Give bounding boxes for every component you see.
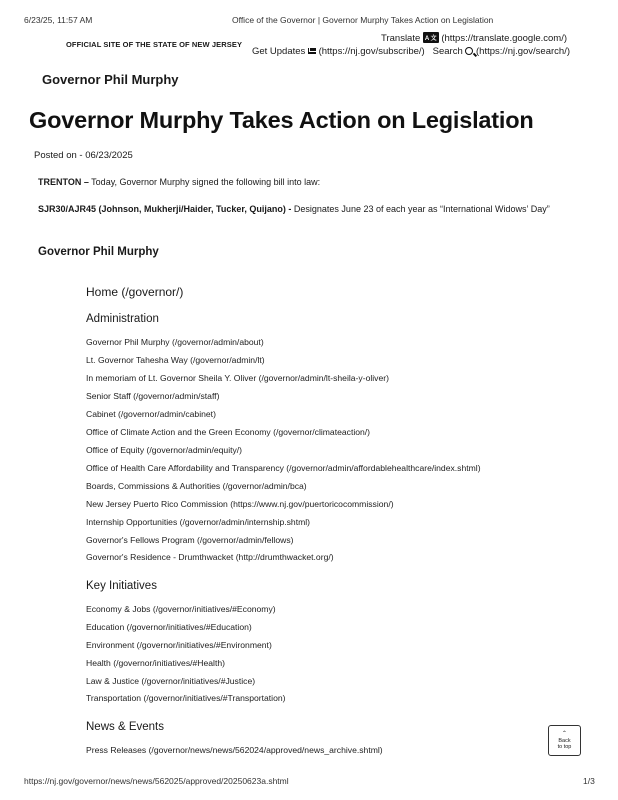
footer-home-link[interactable]: Home (/governor/) xyxy=(86,285,184,299)
back-to-top-label-2: to top xyxy=(557,744,572,750)
translate-url: (https://translate.google.com/) xyxy=(441,33,567,44)
posted-date: Posted on - 06/23/2025 xyxy=(34,150,133,161)
admin-link[interactable]: Governor's Fellows Program (/governor/admin/fellows) xyxy=(86,535,294,545)
back-to-top-button[interactable] xyxy=(548,725,581,756)
search-url: (https://nj.gov/search/) xyxy=(476,46,570,57)
initiative-link[interactable]: Health (/governor/initiatives/#Health) xyxy=(86,658,225,668)
utility-links xyxy=(252,46,570,57)
news-link[interactable]: Press Releases (/governor/news/news/562024/approved/news_archive.shtml) xyxy=(86,745,383,755)
admin-link[interactable]: Boards, Commissions & Authorities (/governor/admin/bca) xyxy=(86,481,307,491)
admin-link[interactable]: Office of Equity (/governor/admin/equity/) xyxy=(86,445,243,455)
initiative-link[interactable]: Education (/governor/initiatives/#Education) xyxy=(86,622,252,632)
search-label: Search xyxy=(432,46,463,57)
get-updates-url: (https://nj.gov/subscribe/) xyxy=(318,46,425,57)
bill-description: Designates June 23 of each year as “International Widows’ Day” xyxy=(291,204,550,214)
admin-link[interactable]: Senior Staff (/governor/admin/staff) xyxy=(86,391,220,401)
admin-link[interactable]: Office of Climate Action and the Green Economy (/governor/climateaction/) xyxy=(86,427,371,437)
get-updates-label: Get Updates xyxy=(251,46,306,57)
news-heading: News & Events xyxy=(86,721,164,733)
initiative-link[interactable]: Economy & Jobs (/governor/initiatives/#Economy) xyxy=(86,604,276,614)
back-to-top-label-1: Back xyxy=(558,738,571,744)
admin-link[interactable]: Cabinet (/governor/admin/cabinet) xyxy=(86,409,216,419)
bill-id: SJR30/AJR45 (Johnson, Mukherji/Haider, Tucker, Quijano) - xyxy=(38,204,292,214)
admin-link[interactable]: Office of Health Care Affordability and Transparency (/governor/admin/affordablehealthcare/index.shtml) xyxy=(86,463,481,473)
admin-link[interactable]: Governor Phil Murphy (/governor/admin/about) xyxy=(86,337,264,347)
envelope-icon xyxy=(308,48,316,54)
lead-paragraph xyxy=(38,177,320,187)
initiative-link[interactable]: Transportation (/governor/initiatives/#Transportation) xyxy=(86,693,286,703)
footer-nav-title: Governor Phil Murphy xyxy=(38,246,159,258)
chevron-up-icon: ˆ xyxy=(563,730,566,739)
admin-link[interactable]: Internship Opportunities (/governor/admin/internship.shtml) xyxy=(86,517,311,527)
get-updates-link[interactable] xyxy=(252,46,427,57)
official-site-label: OFFICIAL SITE OF THE STATE OF NEW JERSEY xyxy=(66,40,243,49)
translate-link[interactable] xyxy=(381,32,567,44)
administration-heading: Administration xyxy=(86,313,159,325)
page-title: Governor Murphy Takes Action on Legislation xyxy=(29,107,534,133)
admin-link[interactable]: Lt. Governor Tahesha Way (/governor/admin/lt) xyxy=(86,355,265,365)
search-icon xyxy=(465,47,473,55)
initiatives-heading: Key Initiatives xyxy=(86,580,157,592)
translate-icon: A 文 xyxy=(423,32,439,43)
print-footer-url: https://nj.gov/governor/news/news/562025/approved/20250623a.shtml xyxy=(24,776,289,786)
admin-link[interactable]: Governor's Residence - Drumthwacket (http://drumthwacket.org/) xyxy=(86,552,334,562)
bill-paragraph xyxy=(38,204,550,214)
translate-label: Translate xyxy=(381,33,421,44)
admin-link[interactable]: In memoriam of Lt. Governor Sheila Y. Oliver (/governor/admin/lt-sheila-y-oliver) xyxy=(86,373,389,383)
lead-text: Today, Governor Murphy signed the following bill into law: xyxy=(88,177,321,187)
print-datetime: 6/23/25, 11:57 AM xyxy=(24,15,93,25)
initiative-link[interactable]: Law & Justice (/governor/initiatives/#Justice) xyxy=(86,676,256,686)
print-page-title: Office of the Governor | Governor Murphy Takes Action on Legislation xyxy=(232,15,494,25)
admin-link[interactable]: New Jersey Puerto Rico Commission (https://www.nj.gov/puertoricocommission/) xyxy=(86,499,394,509)
initiative-link[interactable]: Environment (/governor/initiatives/#Environment) xyxy=(86,640,272,650)
print-page-number: 1/3 xyxy=(583,776,595,786)
dateline: TRENTON – xyxy=(38,177,89,187)
site-brand[interactable]: Governor Phil Murphy xyxy=(42,72,179,87)
search-link[interactable] xyxy=(433,46,570,57)
